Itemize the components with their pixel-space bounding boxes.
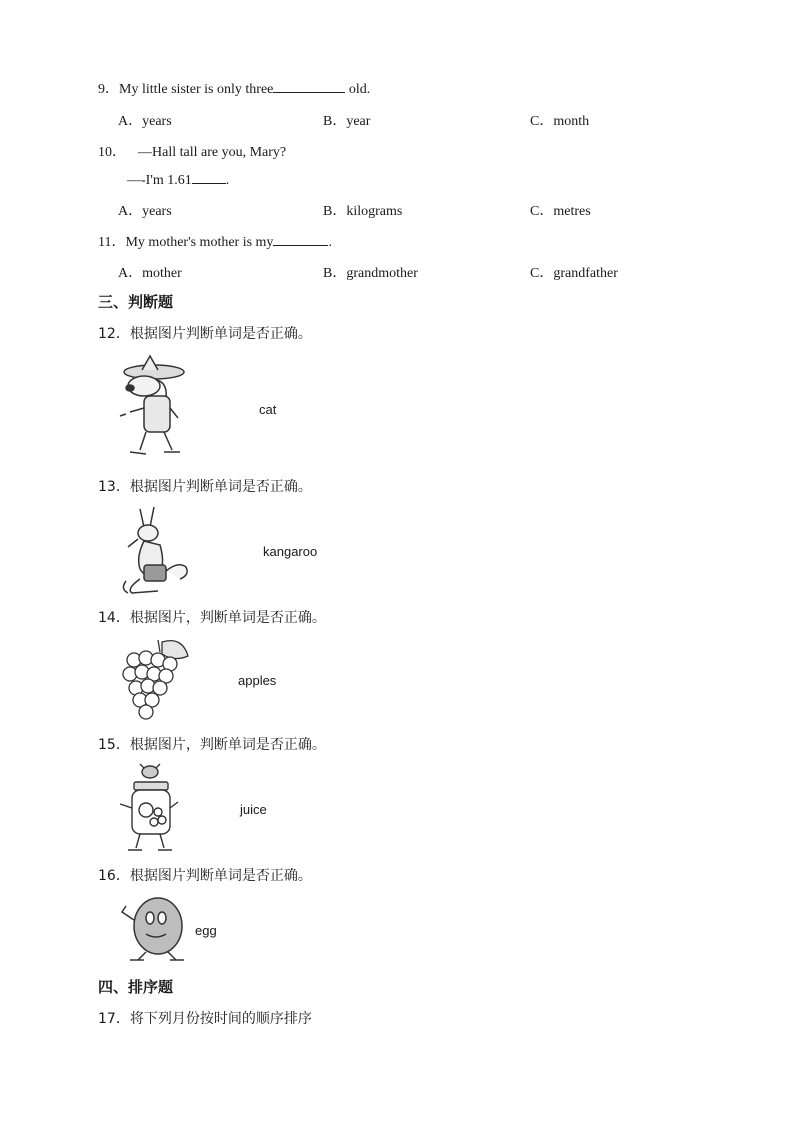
- option-c[interactable]: C．grandfather: [530, 266, 618, 281]
- option-c[interactable]: C．month: [530, 114, 590, 129]
- question-10-number: 10．: [98, 145, 126, 160]
- question-15-prompt: 15．根据图片，判断单词是否正确。: [98, 737, 326, 753]
- option-b[interactable]: B．year: [323, 114, 371, 129]
- question-9: [98, 78, 370, 98]
- judge-word: apples: [238, 673, 277, 688]
- option-a[interactable]: A．mother: [118, 266, 182, 281]
- option-a[interactable]: A．years: [118, 114, 172, 129]
- question-12-prompt: 12．根据图片判断单词是否正确。: [98, 326, 312, 342]
- kangaroo-icon: [118, 505, 198, 597]
- option-c[interactable]: C．metres: [530, 204, 591, 219]
- section-title: 三、判断题: [98, 293, 174, 311]
- judge-word: juice: [240, 802, 267, 817]
- section-title: 四、排序题: [98, 978, 174, 996]
- honey-jar-icon: [116, 762, 180, 854]
- question-10-reply-end: .: [225, 173, 230, 188]
- option-b[interactable]: B．grandmother: [323, 266, 418, 281]
- question-11-text: 11．My mother's mother is my: [98, 235, 274, 250]
- answer-blank[interactable]: [273, 80, 345, 93]
- question-16-prompt: 16．根据图片判断单词是否正确。: [98, 868, 312, 884]
- question-9-after: old.: [345, 82, 371, 97]
- question-10-reply-text: —-I'm 1.61: [127, 173, 192, 188]
- answer-blank[interactable]: [192, 171, 226, 184]
- question-11-after: .: [328, 235, 332, 250]
- answer-blank[interactable]: [273, 233, 328, 246]
- judge-word: kangaroo: [263, 544, 318, 559]
- question-10-reply: [127, 171, 229, 189]
- option-a[interactable]: A．years: [118, 204, 172, 219]
- judge-word: cat: [259, 402, 277, 417]
- question-10: [98, 141, 286, 161]
- grapes-icon: [118, 636, 190, 722]
- question-17-prompt: 17．将下列月份按时间的顺序排序: [98, 1011, 312, 1027]
- question-11: [98, 231, 332, 251]
- question-13-prompt: 13．根据图片判断单词是否正确。: [98, 479, 312, 495]
- egg-icon: [116, 894, 192, 964]
- question-14-prompt: 14．根据图片，判断单词是否正确。: [98, 610, 326, 626]
- question-10-text: —Hall tall are you, Mary?: [138, 145, 287, 160]
- option-b[interactable]: B．kilograms: [323, 204, 403, 219]
- question-9-text: 9．My little sister is only three: [98, 82, 274, 97]
- judge-word: egg: [195, 923, 217, 938]
- dog-cowboy-icon: [116, 352, 188, 464]
